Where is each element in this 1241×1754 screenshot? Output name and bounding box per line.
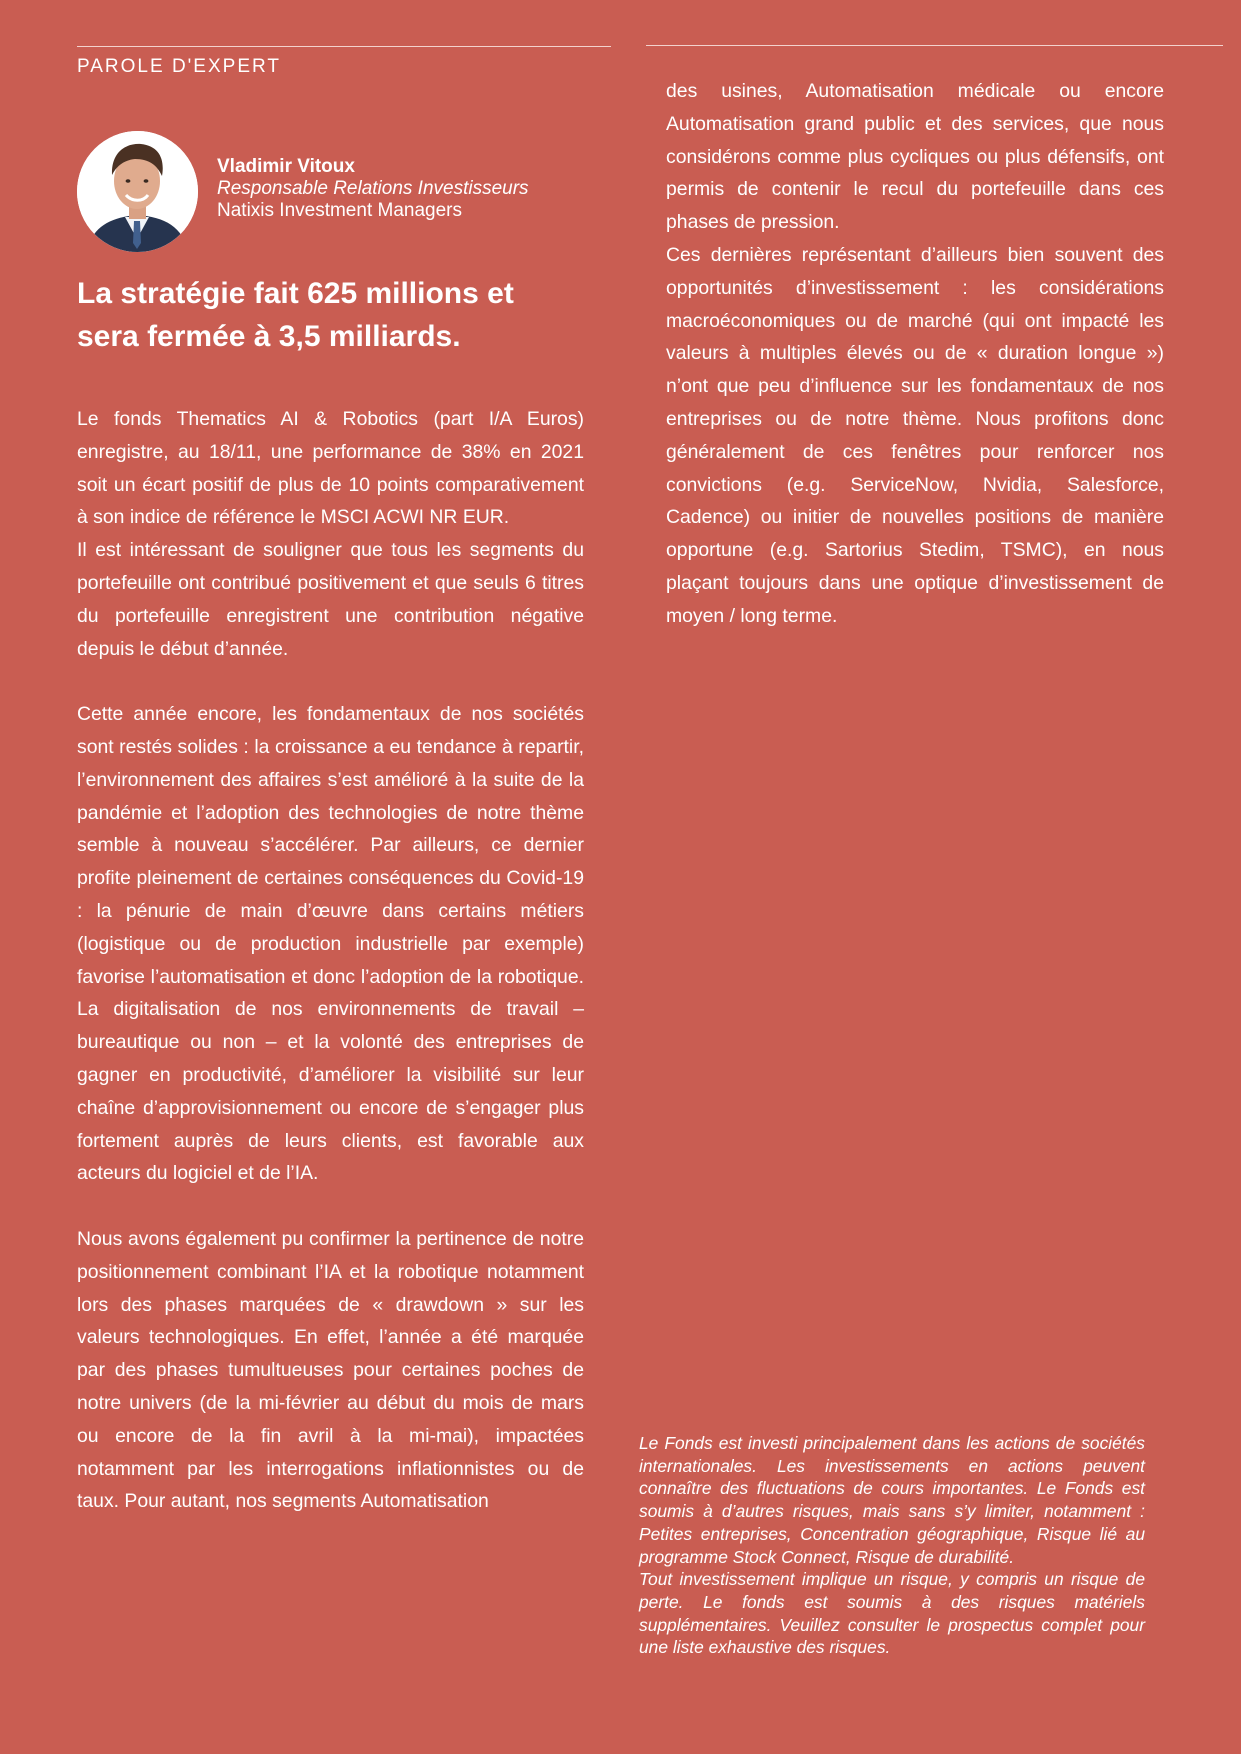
headline (77, 272, 617, 358)
headline-line-1: La stratégie fait 625 millions et (77, 277, 514, 310)
expert-info (217, 156, 529, 222)
body-paragraph-3: Cette année encore, les fondamentaux de nos sociétés sont restés solides : la croissance a eu tendance à repartir, l’environnement des affaires s’est amélioré à la suite de la pandémie et l’adoption des technologies de notre thème semble à nouveau s’accélérer. Par ailleurs, ce dernier profite pleinement de certaines conséquences du Covid-19 : la pénurie de main d’œuvre dans certains métiers (logistique ou de production industrielle par exemple) favorise l’automatisation et donc l’adoption de la robotique. La digitalisation de nos environnements de travail – bureautique ou non – et la volonté des entreprises de gagner en productivité, d’améliorer la visibilité sur leur chaîne d’approvisionnement ou encore de s’engager plus fortement auprès de leurs clients, est favorable aux acteurs du logiciel et de l’IA. (77, 703, 584, 1185)
headline-line-2: sera fermée à 3,5 milliards. (77, 320, 461, 353)
body-paragraph-6: Ces dernières représentant d’ailleurs bien souvent des opportunités d’investissement : les considérations macroéconomiques ou de marché (qui ont impacté les valeurs à multiples élevés ou de « duration longue ») n’ont que peu d’influence sur les fondamentaux de nos entreprises ou de notre thème. Nous profitons donc généralement de ces fenêtres pour renforcer nos convictions (e.g. ServiceNow, Nvidia, Salesforce, Cadence) ou initier de nouvelles positions de manière opportune (e.g. Sartorius Stedim, TSMC), en nous plaçant toujours dans une optique d’investissement de moyen / long terme. (666, 243, 1164, 627)
disclaimer-paragraph-2: Tout investissement implique un risque, y compris un risque de perte. Le fonds est soumis à des risques matériels supplémentaires. Veuillez consulter le prospectus complet pour une liste exhaustive des risques. (639, 1569, 1145, 1658)
header-rule-right (646, 45, 1223, 46)
expert-company: Natixis Investment Managers (217, 200, 462, 221)
risk-disclaimer (639, 1432, 1145, 1659)
article-column-left (77, 403, 584, 1518)
expert-role: Responsable Relations Investisseurs (217, 178, 529, 199)
disclaimer-paragraph-1: Le Fonds est investi principalement dans les actions de sociétés internationales. Les investissements en actions peuvent connaître des fluctuations de cours importantes. Le Fonds est soumis à d’autres risques, mais sans s’y limiter, notamment : Petites entreprises, Concentration géographique, Risque lié au programme Stock Connect, Risque de durabilité. (639, 1433, 1145, 1567)
body-paragraph-2: Il est intéressant de souligner que tous les segments du portefeuille ont contribué positivement et que seuls 6 titres du portefeuille enregistrent une contribution négative depuis le début d’année. (77, 539, 584, 660)
portrait-photo-icon (77, 131, 198, 252)
body-paragraph-5: des usines, Automatisation médicale ou encore Automatisation grand public et des services, que nous considérons comme plus cycliques ou plus défensifs, ont permis de contenir le recul du portefeuille dans ces phases de pression. (666, 80, 1164, 234)
section-label: PAROLE D'EXPERT (77, 56, 281, 77)
body-paragraph-1: Le fonds Thematics AI & Robotics (part I/A Euros) enregistre, au 18/11, une performance de 38% en 2021 soit un écart positif de plus de 10 points comparativement à son indice de référence le MSCI ACWI NR EUR. (77, 408, 584, 529)
expert-avatar (77, 131, 198, 252)
expert-name: Vladimir Vitoux (217, 156, 355, 177)
header-rule-left (77, 46, 611, 47)
body-paragraph-4: Nous avons également pu confirmer la pertinence de notre positionnement combinant l’IA et la robotique notamment lors des phases marquées de « drawdown » sur les valeurs technologiques. En effet, l’année a été marquée par des phases tumultueuses pour certaines poches de notre univers (de la mi-février au début du mois de mars ou encore de la fin avril à la mi-mai), impactées notamment par les interrogations inflationnistes ou de taux. Pour autant, nos segments Automatisation (77, 1227, 584, 1513)
article-column-right (666, 75, 1164, 633)
